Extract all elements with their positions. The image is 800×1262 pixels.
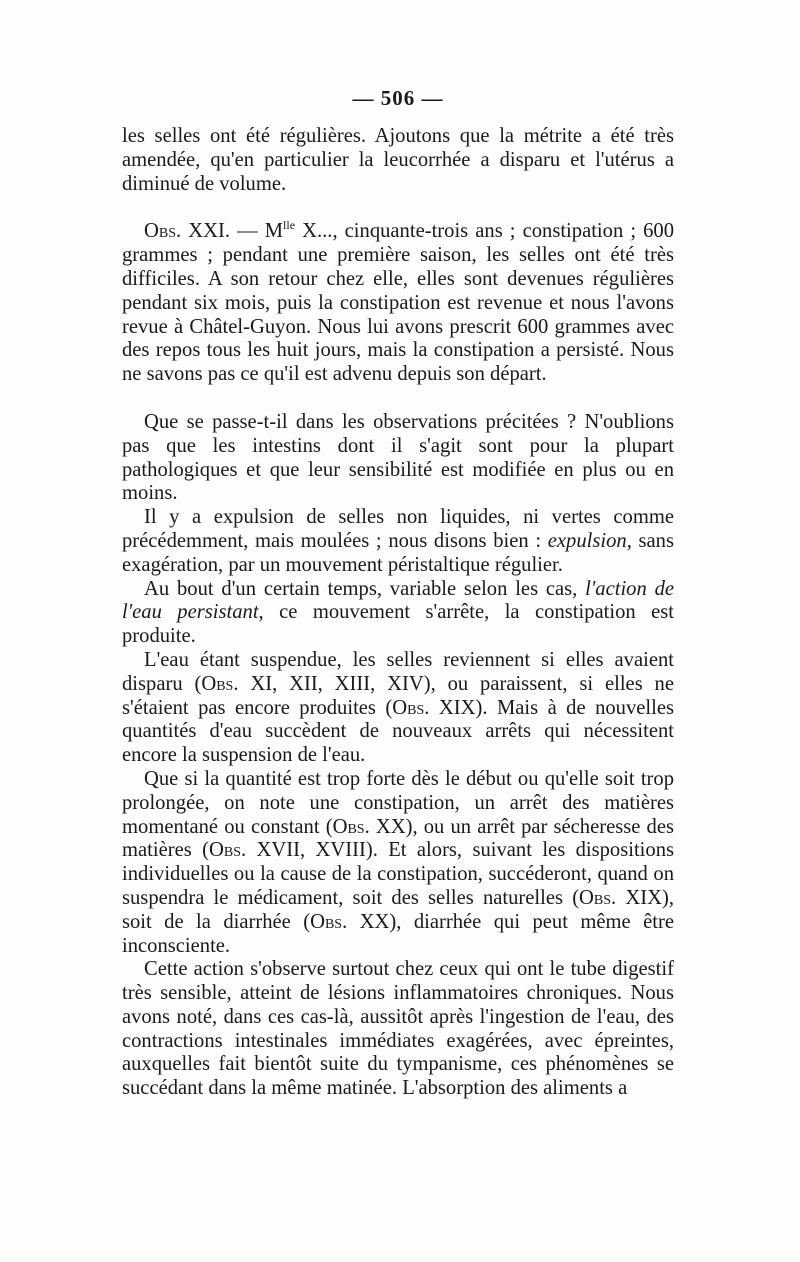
- text-run: , ce mouvement s'arrête, la constipation est produite.: [122, 601, 674, 648]
- obs-abbrev: Obs.: [579, 886, 617, 909]
- text-run: L'eau étant suspendue, les selles reviennent si elles avaient disparu (: [122, 648, 674, 695]
- text-run: XI, XII, XIII, XIV), ou paraissent, si elles ne s'étaient pas encore produites (: [122, 672, 674, 719]
- paragraph-quantity: [122, 768, 674, 958]
- text-run: XX), diarrhée qui peut même être inconsciente.: [122, 910, 674, 957]
- obs-abbrev: Obs.: [310, 910, 348, 933]
- obs-abbrev: Obs.: [332, 815, 370, 838]
- paragraph-continuation: les selles ont été régulières. Ajoutons que la métrite a été très amendée, qu'en particulier la leucorrhée a disparu et l'utérus a diminué de volume.: [122, 125, 674, 195]
- obs-text: X..., cinquante-trois ans ; constipation ; 600 grammes ; pendant une première saison, les selles ont été très difficiles. A son retour chez elle, elles sont devenues régulières pendant six mois, puis la constipation est revenue et nous l'avons revue à Châtel-Guyon. Nous lui avons prescrit 600 grammes avec des repos tous les huit jours, mais la constipation a persisté. Nous ne savons pas ce qu'il est advenu depuis son départ.: [122, 220, 675, 386]
- text-run: XIX), soit de la diarrhée (: [122, 886, 674, 933]
- paragraph-question: Que se passe-t-il dans les observations précitées ? N'oublions pas que les intestins dont il s'agit sont pour la plupart pathologiques et que leur sensibilité est modifiée en plus ou en moins.: [122, 410, 674, 505]
- obs-dash: — M: [229, 220, 284, 243]
- italic-run: l'action de l'eau persistant: [122, 577, 675, 624]
- text-run: XX), ou un arrêt par sécheresse des matières (: [122, 815, 675, 862]
- paragraph-expulsion: [122, 506, 674, 577]
- italic-run: expulsion: [547, 529, 627, 552]
- paragraph-observation-xxi: [122, 220, 674, 387]
- obs-label: Obs. XXI.: [144, 220, 230, 243]
- obs-abbrev: Obs.: [201, 672, 239, 695]
- obs-abbrev: Obs.: [209, 839, 247, 862]
- text-run: Au bout d'un certain temps, variable selon les cas,: [144, 577, 586, 600]
- paragraph-sensitive: Cette action s'observe surtout chez ceux qui ont le tube digestif très sensible, atteint de lésions inflammatoires chroniques. Nous avons noté, dans ces cas-là, aussitôt après l'ingestion de l'eau, des contractions intestinales immédiates exagérées, avec épreintes, auxquelles fait bientôt suite du tympanisme, ces phénomènes se succédant dans la même matinée. L'absorption des aliments a: [122, 958, 674, 1100]
- page-number: — 506 —: [352, 86, 444, 110]
- text-run: Que si la quantité est trop forte dès le début ou qu'elle soit trop prolongée, on note une constipation, un arrêt des matières momentané ou constant (: [122, 767, 674, 838]
- paragraph-suspension: [122, 649, 674, 768]
- obs-abbrev: Obs.: [392, 696, 430, 719]
- text-run: XIX). Mais à de nouvelles quantités d'eau succèdent de nouveaux arrêts qui nécessitent encore la suspension de l'eau.: [122, 696, 675, 767]
- text-run: , sans exagération, par un mouvement péristaltique régulier.: [122, 529, 674, 576]
- obs-superscript: lle: [283, 218, 296, 233]
- text-run: XVII, XVIII). Et alors, suivant les dispositions individuelles ou la cause de la constipation, succéderont, quand on suspendra le médicament, soit des selles naturelles (: [122, 839, 675, 909]
- text-run: Il y a expulsion de selles non liquides, ni vertes comme précédemment, mais moulées ; nous disons bien :: [122, 506, 674, 552]
- paragraph-action: [122, 578, 674, 649]
